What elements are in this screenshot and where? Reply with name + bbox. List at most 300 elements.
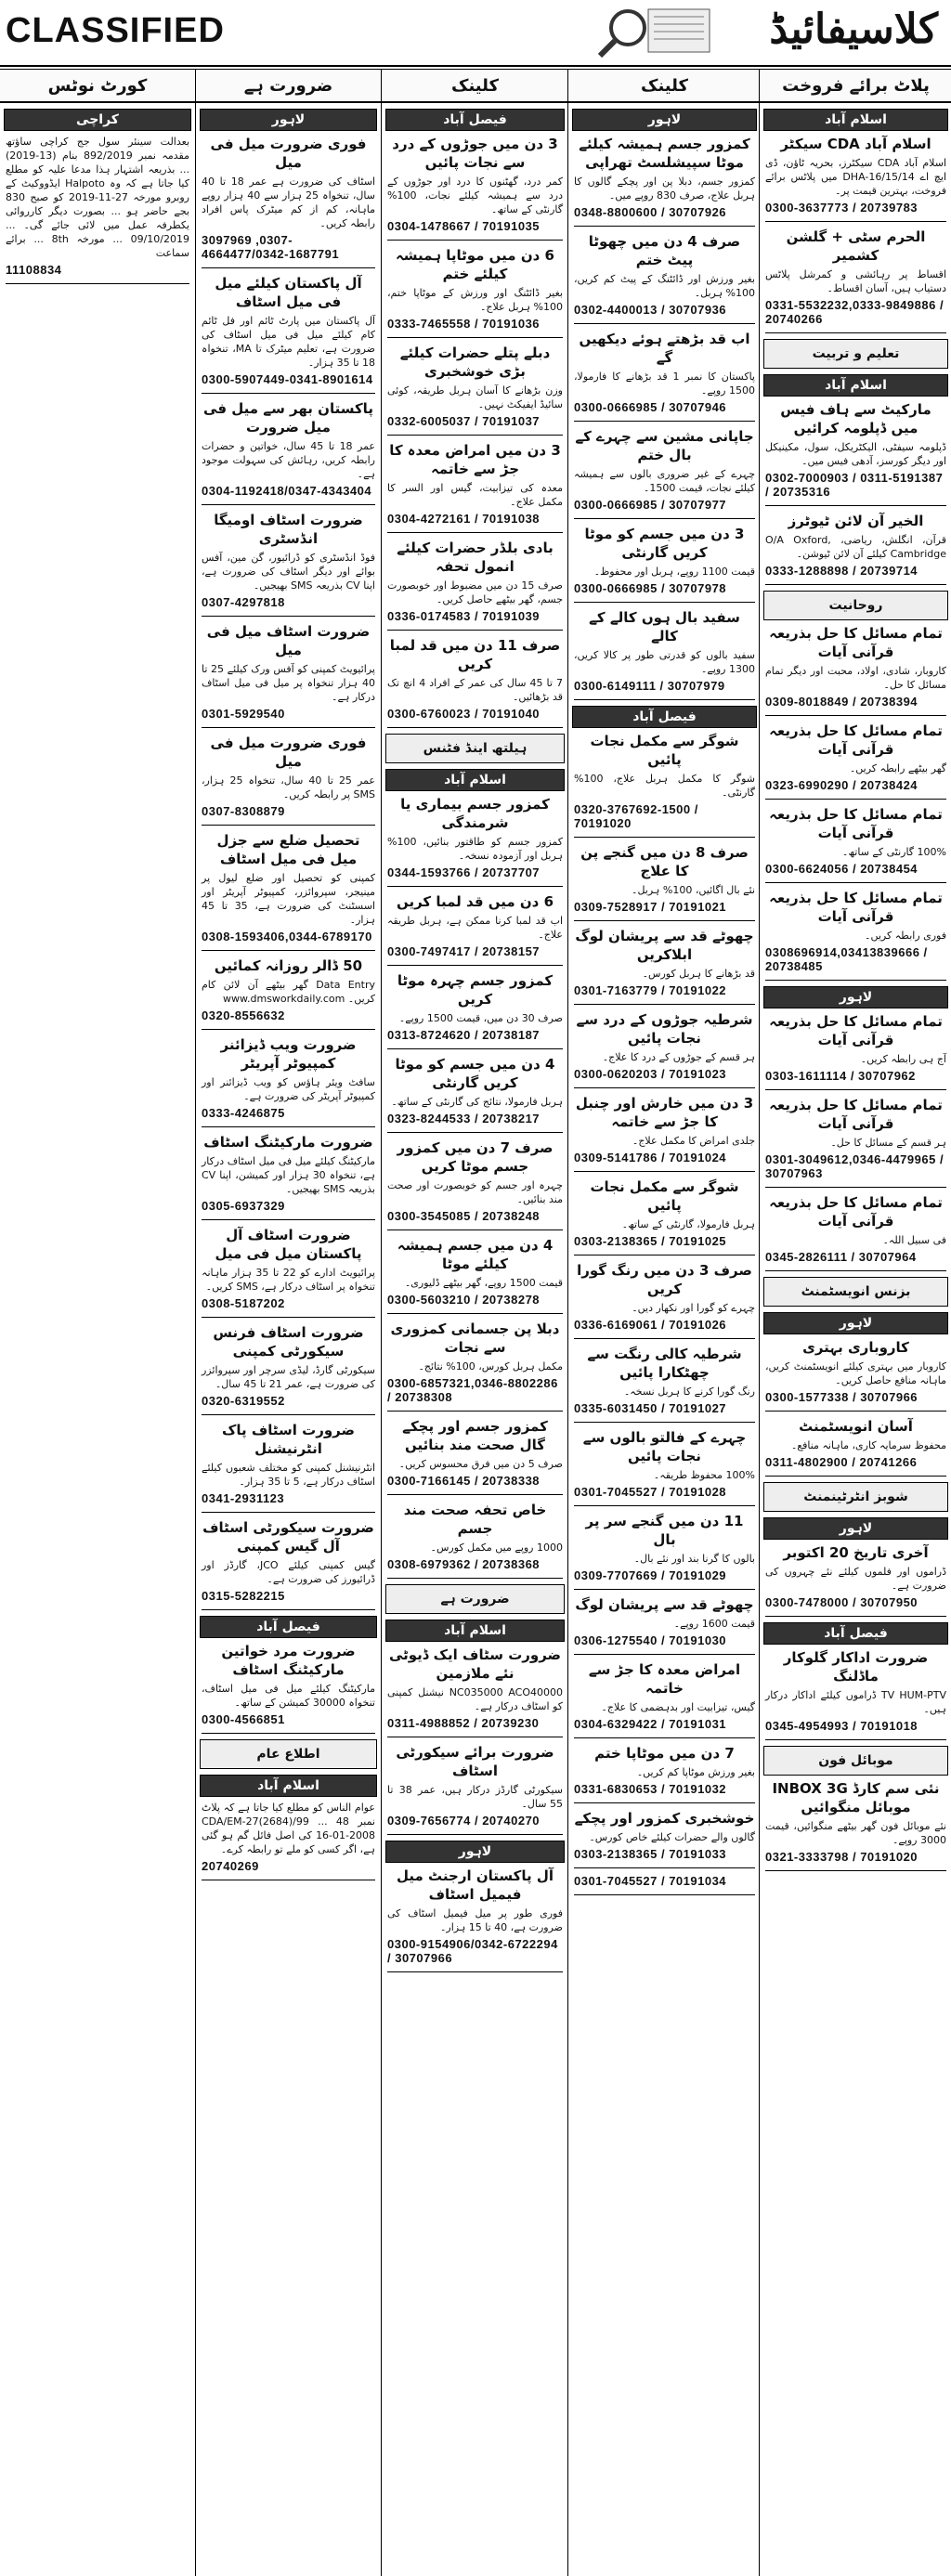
ad-title: نئی سم کارڈ INBOX 3G موبائل منگوائیں	[772, 1780, 940, 1815]
ad-body: وزن بڑھانے کا آسان ہربل طریقہ، کوئی سائیڈ ایفیکٹ نہیں۔	[387, 384, 563, 410]
ad-body: اسٹاف کی ضرورت ہے عمر 18 تا 40 سال، تنخواہ 25 ہزار سے 40 ہزار روپے ماہانہ، کم از کم میٹرک پاس افراد رابطہ کریں۔	[202, 176, 375, 229]
classified-ad	[387, 1138, 563, 1230]
ad-phone: 0323-6990290 / 20738424	[765, 778, 918, 792]
ad-title: ضرورت اسٹاف اومیگا انڈسٹری	[214, 512, 363, 547]
classified-ad	[202, 1226, 375, 1318]
ad-body: آل پاکستان میں پارٹ ٹائم اور فل ٹائم کام کیلئے میل فی میل اسٹاف کی ضرورت ہے، تعلیم میٹرک تا MA، تنخواہ 18 تا 35 ہزار۔	[202, 315, 375, 369]
ad-phone: 0305-6937329	[202, 1199, 285, 1213]
column-header: کلینک	[568, 69, 761, 103]
ad-phone: 0315-5282215	[202, 1589, 285, 1603]
column-header: کورٹ نوٹس	[0, 69, 195, 103]
ad-body: 100% محفوظ طریقہ۔	[653, 1469, 755, 1481]
ad-title: کمزور جسم اور پچکے گال صحت مند بنائیں	[402, 1418, 548, 1453]
classified-ad	[387, 1501, 563, 1579]
ad-body: انٹرنیشنل کمپنی کو مختلف شعبوں کیلئے اسٹاف درکار ہے، 5 تا 35 ہزار۔	[202, 1462, 375, 1488]
ad-phone: 0303-2138365 / 70191025	[574, 1234, 727, 1248]
section-header: اطلاع عام	[200, 1739, 377, 1769]
ad-body: گالوں والے حضرات کیلئے خاص کورس۔	[589, 1831, 755, 1843]
ad-body: عمر 25 تا 40 سال، تنخواہ 25 ہزار، SMS پر رابطہ کریں۔	[202, 774, 375, 800]
ad-phone: 0304-1478667 / 70191035	[387, 219, 541, 233]
classified-ad	[574, 1512, 755, 1590]
ad-body: مکمل ہربل کورس، 100% نتائج۔	[418, 1360, 563, 1373]
classified-ad	[202, 135, 375, 268]
ad-title: 7 دن میں موٹاپا ختم	[594, 1745, 735, 1762]
classified-ad	[387, 636, 563, 728]
ad-title: ضرورت برائے سیکورٹی اسٹاف	[396, 1744, 554, 1779]
city-label: لاہور	[763, 986, 948, 1008]
ad-body: 100% گارنٹی کے ساتھ۔	[841, 846, 946, 858]
ad-title: تمام مسائل کا حل بذریعہ قرآنی آیات	[769, 722, 943, 758]
ad-body: کمر درد، گھٹنوں کا درد اور جوڑوں کے درد سے ہمیشہ کیلئے نجات، 100% گارنٹی کے ساتھ۔	[387, 176, 563, 215]
city-label: لاہور	[763, 1312, 948, 1334]
ad-title: کمزور جسم بیماری یا شرمندگی	[400, 796, 550, 831]
ad-phone: 0300-0666985 / 30707978	[574, 581, 727, 595]
ad-title: ضرورت اسٹاف میل فی میل	[206, 623, 371, 658]
ad-title: 3 دن میں امراض معدہ کا جڑ سے خاتمہ	[389, 442, 561, 477]
ad-phone: 0331-6830653 / 70191032	[574, 1782, 727, 1796]
column-header: پلاٹ برائے فروخت	[760, 69, 951, 103]
classified-columns	[0, 69, 951, 2576]
classified-ad	[202, 956, 375, 1030]
classified-ad	[574, 232, 755, 324]
classified-ad	[387, 1417, 563, 1495]
ad-body: چہرے کو گورا اور نکھار دیں۔	[632, 1302, 755, 1314]
ad-body: ہربل فارمولا، نتائج کی گارنٹی کے ساتھ۔	[391, 1096, 563, 1108]
classified-ad	[202, 1323, 375, 1415]
ad-phone: 0308696914,03413839666 / 20738485	[765, 945, 928, 973]
ad-body: فی سبیل اللہ۔	[882, 1234, 946, 1246]
column-header: ضرورت ہے	[196, 69, 381, 103]
ad-title: کمزور جسم چہرہ موٹا کریں	[397, 972, 554, 1008]
masthead-title-en: CLASSIFIED	[6, 11, 225, 50]
ad-body: مارکیٹنگ کیلئے میل فی میل اسٹاف درکار ہے، تنخواہ 30 ہزار اور کمیشن، اپنا CV بذریعہ SMS بھیجیں۔	[202, 1155, 375, 1195]
classified-ad	[574, 1874, 755, 1895]
ad-phone: 0301-3049612,0346-4479965 / 30707963	[765, 1152, 944, 1180]
classified-ad	[574, 1595, 755, 1655]
ad-body: 7 تا 45 سال کی عمر کے افراد 4 انچ تک قد بڑھائیں۔	[387, 677, 563, 703]
classified-ad	[765, 512, 946, 585]
ad-phone: 0302-4400013 / 30707936	[574, 303, 727, 317]
ad-title: دبلے پتلے حضرات کیلئے بڑی خوشخبری	[399, 345, 551, 380]
ad-phone: 0300-6857321,0346-8802286 / 20738308	[387, 1376, 558, 1404]
ad-phone: 0300-5603210 / 20738278	[387, 1293, 541, 1307]
ad-phone: 0300-1577338 / 30707966	[765, 1390, 918, 1404]
classified-ad	[387, 892, 563, 966]
ad-phone: 0309-8018849 / 20738394	[765, 695, 918, 709]
classified-ad	[765, 1338, 946, 1412]
ad-body: صرف 5 دن میں فرق محسوس کریں۔	[398, 1458, 563, 1470]
city-label: فیصل آباد	[200, 1616, 377, 1638]
ad-title: صرف 3 دن میں رنگ گورا کریں	[577, 1262, 752, 1297]
ad-title: ضرورت مرد خواتین مارکیٹنگ اسٹاف	[221, 1643, 356, 1678]
ad-title: ضرورت سیکورٹی اسٹاف آل گیس کمپنی	[202, 1519, 374, 1555]
classified-ad	[574, 1094, 755, 1172]
masthead	[0, 0, 951, 67]
classified-ad	[387, 344, 563, 436]
ad-title: صرف 7 دن میں کمزور جسم موٹا کریں	[397, 1139, 554, 1175]
ad-phone: 0303-2138365 / 70191033	[574, 1847, 727, 1861]
ad-phone: 0302-7000903 / 0311-5191387 / 20735316	[765, 471, 944, 499]
classified-ad	[202, 622, 375, 728]
ad-title: تمام مسائل کا حل بذریعہ قرآنی آیات	[769, 1013, 943, 1048]
ad-title: شرطیہ جوڑوں کے درد سے نجات پائیں	[576, 1011, 753, 1047]
ad-title: کمزور جسم ہمیشہ کیلئے موٹا سپیشلسٹ تھراپی	[579, 136, 750, 171]
ad-title: صرف 11 دن میں قد لمبا کریں	[389, 637, 561, 672]
ad-body: مارکیٹنگ کیلئے میل فی میل اسٹاف، تنخواہ 30000 کمیشن کے ساتھ۔	[202, 1683, 375, 1709]
ad-phone: 0308-5187202	[202, 1296, 285, 1310]
ad-title: صرف 8 دن میں گنجے پن کا علاج	[580, 844, 749, 879]
ad-title: ضرورت ویب ڈیزائنر کمپیوٹر آپریٹر	[220, 1036, 357, 1072]
classified-ad	[202, 1518, 375, 1610]
classified-ad	[202, 1133, 375, 1220]
section-header: موبائل فون	[763, 1746, 948, 1776]
classified-ad	[574, 330, 755, 422]
classified-ad	[574, 1010, 755, 1088]
ad-title: امراض معدہ کا جڑ سے خاتمہ	[588, 1661, 741, 1697]
ad-phone: 0303-1611114 / 30707962	[765, 1069, 916, 1083]
column-court	[0, 69, 195, 2576]
ad-title: صرف 4 دن میں چھوٹا پیٹ ختم	[588, 233, 741, 268]
classified-ad	[574, 1261, 755, 1339]
classified-ad	[387, 246, 563, 338]
ad-body: ہر قسم کے مسائل کا حل۔	[830, 1137, 946, 1149]
ad-body: سافٹ ویئر ہاؤس کو ویب ڈیزائنر اور کمپیوٹر آپریٹر کی ضرورت ہے۔	[202, 1076, 375, 1102]
ad-title: 3 دن میں خارش اور چنبل کا جڑ سے خاتمہ	[575, 1095, 754, 1130]
ad-phone: 0311-4988852 / 20739230	[387, 1716, 540, 1730]
column-clinic-b	[567, 69, 761, 2576]
ad-body: پرائیویٹ کمپنی کو آفس ورک کیلئے 25 تا 40 ہزار تنخواہ پر میل فی میل اسٹاف درکار ہے۔	[202, 663, 375, 703]
ad-phone: 0304-1192418/0347-4343404	[202, 484, 372, 498]
city-label: اسلام آباد	[200, 1775, 377, 1797]
classified-ad	[202, 831, 375, 951]
classified-ad	[765, 722, 946, 800]
classified-ad	[6, 135, 189, 284]
classified-ad	[202, 511, 375, 617]
ad-title: تمام مسائل کا حل بذریعہ قرآنی آیات	[769, 625, 943, 660]
section-header: بزنس انویسٹمنٹ	[763, 1277, 948, 1307]
ad-phone: 0309-7656774 / 20740270	[387, 1814, 541, 1828]
classified-ad	[765, 1193, 946, 1271]
ad-title: تمام مسائل کا حل بذریعہ قرآنی آیات	[769, 1194, 943, 1229]
ad-title: تحصیل ضلع سے جزل میل فی میل اسٹاف	[216, 832, 360, 867]
classified-ad	[202, 399, 375, 505]
ad-title: 50 ڈالر روزانہ کمائیں	[214, 957, 363, 974]
ad-body: صرف 30 دن میں، قیمت 1500 روپے۔	[398, 1012, 563, 1024]
ad-phone: 0323-8244533 / 20738217	[387, 1112, 541, 1125]
ad-phone: 0300-6624056 / 20738454	[765, 862, 918, 876]
ad-phone: 0333-4246875	[202, 1106, 285, 1120]
ad-body: چہرے کے غیر ضروری بالوں سے ہمیشہ کیلئے نجات، قیمت 1500۔	[574, 468, 755, 494]
classified-ad	[202, 1035, 375, 1127]
ad-body: سیکورٹی گارڈ، لیڈی سرچر اور سپروائزر کی ضرورت ہے، عمر 21 تا 45 سال۔	[202, 1364, 375, 1390]
ad-body: کمپنی کو تحصیل اور ضلع لیول پر مینیجر، سپروائزر، کمپیوٹر آپریٹر اور اسسٹنٹ کی ضرورت ہے، 35 تا 45 ہزار۔	[202, 872, 375, 926]
ad-phone: 0300-5907449-0341-8901614	[202, 372, 373, 386]
ad-title: 11 دن میں گنجے سر پر بال	[585, 1513, 744, 1548]
ad-phone: 0300-7497417 / 20738157	[387, 944, 541, 958]
classified-ad	[765, 135, 946, 222]
city-label: فیصل آباد	[385, 109, 565, 131]
ad-phone: 0333-7465558 / 70191036	[387, 317, 541, 331]
classified-ad	[387, 1743, 563, 1835]
ad-body: صرف 15 دن میں مضبوط اور خوبصورت جسم، گھر بیٹھے حاصل کریں۔	[387, 579, 564, 605]
ad-body: ہربل فارمولا، گارنٹی کے ساتھ۔	[621, 1218, 755, 1230]
ad-phone: 0307-4297818	[202, 595, 285, 609]
ad-title: تمام مسائل کا حل بذریعہ قرآنی آیات	[769, 1097, 943, 1132]
ad-title: ضرورت مارکیٹنگ اسٹاف	[203, 1134, 373, 1151]
classified-ad	[387, 1055, 563, 1133]
classified-ad	[765, 1417, 946, 1477]
classified-ad	[765, 400, 946, 506]
ad-body: جلدی امراض کا مکمل علاج۔	[632, 1135, 755, 1147]
classified-ad	[765, 1543, 946, 1617]
ad-body: پاکستان کا نمبر 1 قد بڑھانے کا فارمولا، 1500 روپے۔	[574, 371, 755, 397]
ad-title: خاص تحفہ صحت مند جسم	[403, 1502, 547, 1537]
ad-body: اسلام آباد CDA سیکٹرز، بحریہ ٹاؤن، ڈی ایچ اے DHA-16/15/14 میں پلاٹس برائے فروخت، بہترین قیمت پر۔	[765, 157, 947, 197]
ad-body: اب قد لمبا کرنا ممکن ہے، ہربل طریقہ علاج۔	[387, 915, 563, 941]
ad-phone: 0300-7166145 / 20738338	[387, 1474, 541, 1488]
ad-body: Data Entry گھر بیٹھے آن لائن کام کریں۔ www.dmsworkdaily.com	[202, 979, 375, 1005]
ad-title: ضرورت سٹاف ایک ڈیوٹی نئے ملازمین	[388, 1646, 562, 1682]
column-header: کلینک	[382, 69, 568, 103]
ad-title: 6 دن میں موٹاپا ہمیشہ کیلئے ختم	[396, 247, 554, 282]
ad-phone: 0345-2826111 / 30707964	[765, 1250, 917, 1264]
ad-title: شوگر سے مکمل نجات پائیں	[590, 733, 739, 768]
ad-body: بالوں کا گرنا بند اور نئے بال۔	[633, 1553, 755, 1565]
ad-body: 1000 روپے میں مکمل کورس۔	[430, 1542, 563, 1554]
ad-title: چھوٹے قد سے پریشان لوگ	[575, 1596, 754, 1613]
ad-body: فوڈ انڈسٹری کو ڈرائیور، گن مین، آفس بوائے اور دیگر اسٹاف کی ضرورت ہے، اپنا CV بذریعہ SMS بھیجیں۔	[202, 552, 375, 592]
ad-title: سفید بال ہوں کالے کے کالے	[589, 609, 740, 644]
ad-title: فوری ضرورت میل فی میل	[210, 136, 367, 171]
ad-body: TV HUM-PTV ڈراموں کیلئے اداکار درکار ہیں۔	[765, 1689, 947, 1715]
ad-body: قد بڑھانے کا ہربل کورس۔	[642, 968, 755, 980]
ad-title: 4 دن میں جسم ہمیشہ کیلئے موٹا	[397, 1237, 554, 1272]
classified-ad	[574, 732, 755, 838]
ad-phone: 0300-3545085 / 20738248	[387, 1209, 541, 1223]
classified-ad	[387, 1646, 563, 1737]
ad-phone: 11108834	[6, 263, 62, 277]
ad-body: بغیر ورزش اور ڈائٹنگ کے پیٹ کم کریں، 100% ہربل۔	[574, 273, 755, 299]
ad-phone: 0301-7045527 / 70191028	[574, 1485, 727, 1499]
ad-body: بغیر ڈائٹنگ اور ورزش کے موٹاپا ختم، 100% ہربل علاج۔	[387, 287, 563, 313]
section-header: روحانیت	[763, 591, 948, 620]
masthead-title-ur: کلاسیفائیڈ	[769, 6, 938, 53]
classified-ad	[387, 539, 563, 631]
classified-ad	[765, 1648, 946, 1740]
ad-title: تمام مسائل کا حل بذریعہ قرآنی آیات	[769, 806, 943, 841]
ad-body: معدہ کی تیزابیت، گیس اور السر کا مکمل علاج۔	[387, 482, 563, 508]
ad-phone: 0300-0666985 / 30707946	[574, 400, 727, 414]
city-label: لاہور	[385, 1841, 565, 1863]
classified-ad	[202, 1801, 375, 1880]
ad-phone: 0300-6149111 / 30707979	[574, 679, 725, 693]
ad-title: آسان انویسٹمنٹ	[799, 1418, 913, 1435]
ad-phone: 0344-1593766 / 20737707	[387, 865, 541, 879]
city-label: اسلام آباد	[385, 1620, 565, 1642]
section-header: ہیلتھ اینڈ فٹنس	[385, 734, 565, 763]
ad-phone: 0300-0666985 / 30707977	[574, 498, 727, 512]
ad-phone: 0308-6979362 / 20738368	[387, 1557, 541, 1571]
ad-title: خوشخبری کمزور اور پچکے	[574, 1810, 755, 1827]
ad-title: فوری ضرورت میل فی میل	[210, 735, 367, 770]
ad-body: اقساط پر رہائشی و کمرشل پلاٹس دستیاب ہیں، آسان اقساط۔	[765, 268, 946, 294]
ad-title: الخیر آن لائن ٹیوٹرز	[788, 513, 924, 529]
ad-body: رنگ گورا کرنے کا ہربل نسخہ۔	[623, 1386, 755, 1398]
ad-body: کاروبار میں بہتری کیلئے انویسٹمنٹ کریں، ماہانہ منافع حاصل کریں۔	[765, 1360, 946, 1386]
classified-ad	[574, 927, 755, 1005]
classified-ad	[765, 805, 946, 883]
classified-ad	[574, 427, 755, 519]
ad-phone: 0331-5532232,0333-9849886 / 20740266	[765, 298, 944, 326]
ad-title: ضرورت اسٹاف فرنس سیکورٹی کمپنی	[213, 1324, 364, 1360]
ad-phone: 0308-1593406,0344-6789170	[202, 930, 372, 943]
city-label: لاہور	[200, 109, 377, 131]
column-clinic-a	[381, 69, 568, 2576]
ad-phone: 0309-7528917 / 70191021	[574, 900, 727, 914]
ad-title: ضرورت اداکار گلوکار ماڈلنگ	[783, 1649, 929, 1685]
ad-title: آخری تاریخ 20 اکتوبر	[783, 1544, 929, 1561]
ad-title: اسلام آباد CDA سیکٹر	[780, 136, 931, 152]
classified-ad	[387, 135, 563, 241]
ad-body: ہر قسم کے جوڑوں کے درد کا علاج۔	[602, 1051, 755, 1063]
section-header: تعلیم و تربیت	[763, 339, 948, 369]
classified-ad	[574, 525, 755, 603]
ad-phone: 0309-5141786 / 70191024	[574, 1151, 727, 1164]
ad-phone: 0341-2931123	[202, 1491, 285, 1505]
classified-ad	[574, 1428, 755, 1506]
ad-body: فوری طور پر میل فیمیل اسٹاف کی ضرورت ہے، 40 تا 15 ہزار۔	[387, 1907, 563, 1933]
ad-phone: 0332-6005037 / 70191037	[387, 414, 541, 428]
ad-body: سیکورٹی گارڈز درکار ہیں، عمر 38 تا 55 سال۔	[387, 1784, 563, 1810]
ad-phone: 20740269	[202, 1859, 259, 1873]
classified-ad	[574, 1345, 755, 1423]
classified-ad	[387, 1320, 563, 1412]
classified-ad	[765, 228, 946, 333]
ad-title: الحرم سٹی + گلشن کشمیر	[786, 228, 926, 264]
ad-body: کاروبار، شادی، اولاد، محبت اور دیگر تمام مسائل کا حل۔	[765, 665, 946, 691]
ad-phone: 0300-3637773 / 20739783	[765, 201, 918, 215]
classified-ad	[202, 734, 375, 826]
classified-ad	[765, 1779, 946, 1871]
ad-body: قیمت 1600 روپے۔	[673, 1618, 755, 1630]
ad-body: بغیر ورزش موٹاپا کم کریں۔	[636, 1766, 755, 1778]
ad-body: کمزور جسم کو طاقتور بنائیں، 100% ہربل اور آزمودہ نسخہ۔	[387, 836, 563, 862]
ad-title: 3 دن میں جسم کو موٹا کریں گارنٹی	[584, 526, 745, 561]
classified-ad	[202, 1642, 375, 1734]
classified-ad	[574, 1177, 755, 1255]
ad-title: تمام مسائل کا حل بذریعہ قرآنی آیات	[769, 890, 943, 925]
city-label: لاہور	[763, 1517, 948, 1540]
classified-ad	[765, 1096, 946, 1188]
ad-phone: 0301-5929540	[202, 707, 285, 721]
ad-phone: 0321-3333798 / 70191020	[765, 1850, 918, 1864]
ad-title: 3 دن میں جوڑوں کے درد سے نجات پائیں	[392, 136, 558, 171]
ad-title: 6 دن میں قد لمبا کریں	[396, 893, 554, 910]
ad-phone: 0311-4802900 / 20741266	[765, 1455, 918, 1469]
ad-title: بادی بلڈر حضرات کیلئے انمول تحفہ	[397, 540, 554, 575]
classified-ad	[387, 1867, 563, 1972]
ad-title: 4 دن میں جسم کو موٹا کریں گارنٹی	[395, 1056, 555, 1091]
ad-title: پاکستان بھر سے میل فی میل ضرورت	[203, 400, 373, 436]
section-header: شوبز انٹرٹینمنٹ	[763, 1482, 948, 1512]
column-required	[195, 69, 381, 2576]
ad-phone: 0300-4566851	[202, 1712, 285, 1726]
ad-title: اب قد بڑھتے ہوئے دیکھیں گے	[579, 331, 750, 366]
ad-body: گھر بیٹھے رابطہ کریں۔	[849, 762, 946, 774]
ad-title: آل پاکستان کیلئے میل فی میل اسٹاف	[215, 275, 362, 310]
classified-ad	[387, 971, 563, 1049]
ad-phone: 0301-7163779 / 70191022	[574, 983, 727, 997]
ad-body: کمزور جسم، دبلا پن اور پچکے گالوں کا ہربل علاج، صرف 830 روپے میں۔	[574, 176, 755, 202]
newspaper-magnifier-illustration	[594, 4, 715, 59]
ad-phone: 0300-9154906/0342-6722294 / 30707966	[387, 1937, 558, 1965]
ad-body: عمر 18 تا 45 سال، خواتین و حضرات رابطہ کریں، رہائش کی سہولت موجود ہے۔	[202, 440, 375, 480]
ad-phone: 0306-1275540 / 70191030	[574, 1633, 727, 1647]
ad-body: قرآن، انگلش، ریاضی، O/A Oxford, Cambridge کیلئے آن لائن ٹیوشن۔	[765, 534, 946, 560]
ad-body: ڈراموں اور فلموں کیلئے نئے چہروں کی ضرورت ہے۔	[765, 1566, 946, 1592]
ad-body: آج ہی رابطہ کریں۔	[860, 1053, 946, 1065]
ad-phone: 0301-7045527 / 70191034	[574, 1874, 727, 1888]
ad-title: مارکیٹ سے ہاف فیس میں ڈپلومہ کرائیں	[780, 401, 931, 436]
classified-ad	[574, 1809, 755, 1868]
ad-phone: 0336-0174583 / 70191039	[387, 609, 541, 623]
ad-body: چہرہ اور جسم کو خوبصورت اور صحت مند بنائیں۔	[387, 1179, 563, 1205]
city-label: لاہور	[572, 109, 757, 131]
classified-ad	[765, 889, 946, 981]
ad-title: شوگر سے مکمل نجات پائیں	[590, 1178, 739, 1214]
classified-ad	[574, 1660, 755, 1738]
ad-body: سفید بالوں کو قدرتی طور پر کالا کریں، 1300 روپے۔	[574, 649, 755, 675]
classified-ad	[202, 274, 375, 394]
ad-body: قیمت 1500 روپے، گھر بیٹھے ڈلیوری۔	[404, 1277, 563, 1289]
ad-title: ضرورت اسٹاف آل پاکستان میل فی میل	[215, 1227, 362, 1262]
ad-phone: 0348-8800600 / 30707926	[574, 205, 727, 219]
ad-phone: 0320-6319552	[202, 1394, 285, 1408]
ad-body: شوگر کا مکمل ہربل علاج، 100% گارنٹی۔	[574, 773, 755, 799]
ad-phone: 0304-6329422 / 70191031	[574, 1717, 727, 1731]
ad-title: جاپانی مشین سے چہرے کے بال ختم	[575, 428, 754, 463]
ad-phone: 3097969 ,0307-4664477/0342-1687791	[202, 233, 340, 261]
ad-title: شرطیہ کالی رنگت سے چھٹکارا پائیں	[587, 1346, 742, 1381]
ad-phone: 0304-4272161 / 70191038	[387, 512, 541, 526]
classified-ad	[574, 1744, 755, 1803]
ad-title: ضرورت اسٹاف پاک انٹرنیشنل	[222, 1422, 355, 1457]
classified-ad	[202, 1421, 375, 1513]
ad-phone: 0300-6760023 / 70191040	[387, 707, 541, 721]
ad-phone: 0320-8556632	[202, 1008, 285, 1022]
ad-title: دبلا پن جسمانی کمزوری سے نجات	[390, 1321, 560, 1356]
ad-phone: 0313-8724620 / 20738187	[387, 1028, 541, 1042]
ad-phone: 0333-1288898 / 20739714	[765, 564, 918, 578]
city-label: کراچی	[4, 109, 191, 131]
ad-body: NC035000 ACO40000 نیشنل کمپنی کو اسٹاف درکار ہے۔	[387, 1686, 563, 1712]
ad-title: چھوٹے قد سے پریشان لوگ ابلاکریں	[575, 928, 754, 963]
ad-body: گیس، تیزابیت اور بدہضمی کا علاج۔	[601, 1701, 755, 1713]
ad-phone: 0307-8308879	[202, 804, 285, 818]
ad-body: فوری رابطہ کریں۔	[865, 930, 946, 942]
ad-phone: 0320-3767692-1500 / 70191020	[574, 802, 698, 830]
ad-phone: 0300-7478000 / 30707950	[765, 1595, 918, 1609]
city-label: اسلام آباد	[385, 769, 565, 791]
city-label: فیصل آباد	[763, 1622, 948, 1645]
ad-body: پرائیویٹ ادارے کو 22 تا 35 ہزار ماہانہ تنخواہ پر اسٹاف درکار ہے، SMS کریں۔	[202, 1267, 375, 1293]
ad-phone: 0345-4954993 / 70191018	[765, 1719, 918, 1733]
ad-body: ڈپلومہ سیفٹی، الیکٹریکل، سول، مکینیکل اور دیگر کورسز، آدھی فیس میں۔	[765, 441, 946, 467]
city-label: اسلام آباد	[763, 109, 948, 131]
ad-title: چہرے کے فالتو بالوں سے نجات پائیں	[582, 1429, 747, 1464]
ad-body: قیمت 1100 روپے، ہربل اور محفوظ۔	[593, 566, 755, 578]
ad-body: عوام الناس کو مطلع کیا جاتا ہے کہ پلاٹ نمبر 48 CDA/EM-27(2684)/99 ... 16-01-2008 کی اصل فائل گم ہو گئی ہے، اگر کسی کو ملے تو رابطہ کرے۔	[202, 1802, 375, 1855]
